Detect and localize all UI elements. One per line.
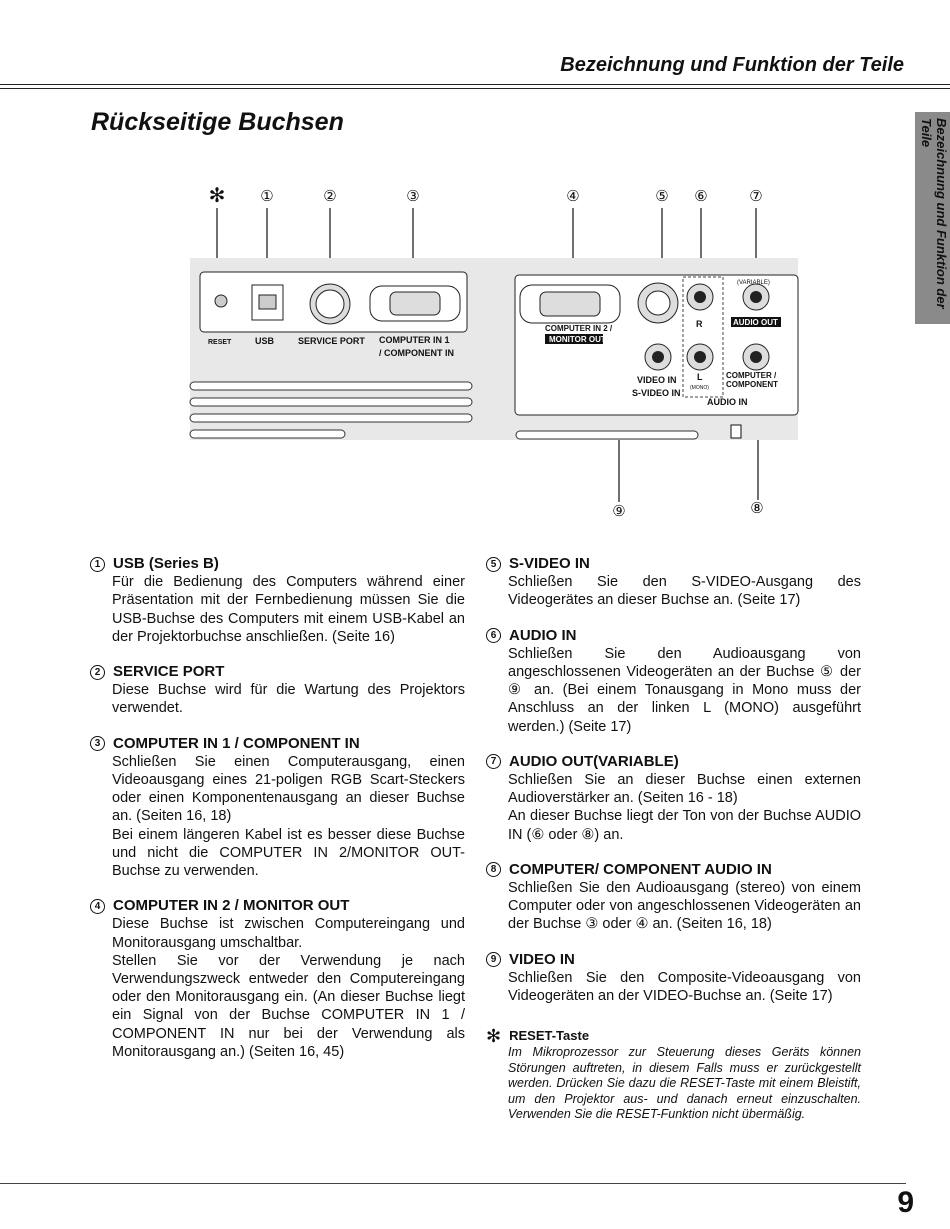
reset-title: RESET-Taste	[509, 1028, 590, 1044]
item-3	[90, 735, 465, 881]
item-number: 1	[90, 557, 105, 572]
label-variable: (VARIABLE)	[737, 280, 770, 286]
items-right-column	[486, 555, 861, 1123]
label-monitor-out: MONITOR OUT	[549, 335, 606, 344]
item-body: Schließen Sie an dieser Buchse einen externen Audioverstärker an. (Seiten 16 - 18)	[508, 772, 861, 807]
callout-5: ⑤	[655, 188, 669, 205]
item-5	[486, 555, 861, 610]
page-number: 9	[897, 1186, 914, 1219]
item-title: COMPUTER IN 2 / MONITOR OUT	[113, 897, 350, 915]
item-number: 6	[486, 628, 501, 643]
callout-8: ⑧	[750, 500, 764, 517]
item-body: Für die Bedienung des Computers während einer Präsentation mit der Fernbedienung müssen Sie die USB-Buchse des Computers mit einem USB-Kabel an der Projektorbuchse anschließen. (Seite 16)	[112, 574, 465, 645]
label-usb: USB	[255, 336, 275, 346]
label-reset: RESET	[208, 339, 232, 346]
item-9	[486, 951, 861, 1006]
item-body: Schließen Sie den Composite-Videoausgang von Videogeräten an der VIDEO-Buchse an. (Seite 17)	[508, 969, 861, 1005]
item-number: 2	[90, 665, 105, 680]
callout-3: ③	[406, 188, 420, 205]
item-7	[486, 753, 861, 844]
item-body: Diese Buchse wird für die Wartung des Projektors verwendet.	[112, 682, 465, 717]
label-component-in: / COMPONENT IN	[379, 348, 455, 358]
label-r: R	[696, 319, 703, 329]
side-tab-label: Bezeichnung und Funktion der Teile	[919, 118, 949, 309]
item-title: S-VIDEO IN	[509, 555, 590, 572]
item-2	[90, 663, 465, 718]
label-l: L	[697, 372, 703, 382]
item-body: Schließen Sie den Audioausgang von angeschlossenen Videogeräten an der Buchse ⑤ der ⑨ an. (Bei einem Tonausgang in Mono muss der Anschluss an der linken L (MONO) ausgeführt werden.) (Seite 17)	[508, 645, 861, 735]
callout-1: ①	[260, 188, 274, 205]
label-computer-in-2: COMPUTER IN 2 /	[545, 324, 613, 333]
callout-9: ⑨	[612, 503, 626, 520]
label-audio-out: AUDIO OUT	[733, 318, 778, 327]
callout-2: ②	[323, 188, 337, 205]
header-title: Bezeichnung und Funktion der Teile	[560, 54, 904, 76]
label-component-audio: COMPONENT	[726, 380, 778, 389]
item-title: SERVICE PORT	[113, 663, 225, 681]
item-number: 4	[90, 899, 105, 914]
label-mono: (MONO)	[690, 385, 709, 391]
item-body: Diese Buchse ist zwischen Computereingang und Monitorausgang umschaltbar.	[112, 916, 465, 951]
reset-body: Im Mikroprozessor zur Steuerung dieses Geräts können Störungen auftreten, in diesem Falls muss er zurückgestellt werden. Drücken Sie dazu die RESET-Taste mit einem Bleistift, um den Projektor aus- und danach erneut einzuschalten. Verwenden Sie die RESET-Funktion nicht übermäßig.	[508, 1045, 861, 1122]
callout-4: ④	[566, 188, 580, 205]
header-rule-secondary	[0, 88, 950, 89]
item-number: 8	[486, 862, 501, 877]
item-number: 9	[486, 952, 501, 967]
item-body: Schließen Sie einen Computerausgang, einen Videoausgang eines 21-poligen RGB Scart-Steckers oder einen Komponentenausgang an dieser Buchse an. (Seiten 16, 18)	[112, 753, 465, 825]
item-number: 3	[90, 736, 105, 751]
item-title: VIDEO IN	[509, 950, 575, 968]
reset-note	[486, 1027, 861, 1123]
item-body-2: Stellen Sie vor der Verwendung je nach Verwendungszweck entweder den Computereingang oder den Monitorausgang ein. (An dieser Buchse liegt ein Signal von der Buchse COMPUTER IN 1 / COMPONENT IN nur bei der Verwendung als Monitorausgang an.) (Seiten 16, 45)	[112, 952, 465, 1060]
callout-reset: ✻	[208, 185, 226, 207]
item-1	[90, 555, 465, 646]
item-title: USB (Series B)	[113, 555, 219, 572]
label-computer-audio: COMPUTER /	[726, 371, 777, 380]
label-computer-in-1: COMPUTER IN 1	[379, 335, 450, 345]
reset-symbol: ✻	[486, 1026, 502, 1047]
items-left-column	[90, 555, 465, 1078]
label-audio-in: AUDIO IN	[707, 397, 748, 407]
item-body-2: Bei einem längeren Kabel ist es besser diese Buchse und nicht die COMPUTER IN 2/MONITOR OUT-Buchse zu verwenden.	[112, 826, 465, 880]
side-tab	[915, 112, 950, 324]
item-number: 7	[486, 754, 501, 769]
label-video-in: VIDEO IN	[637, 375, 677, 385]
label-service-port: SERVICE PORT	[298, 336, 365, 346]
label-s-video-in: S-VIDEO IN	[632, 388, 681, 398]
page-heading: Rückseitige Buchsen	[91, 108, 344, 136]
item-title: COMPUTER/ COMPONENT AUDIO IN	[509, 860, 772, 878]
item-body-2: An dieser Buchse liegt der Ton von der Buchse AUDIO IN (⑥ oder ⑧) an.	[508, 808, 861, 843]
item-body: Schließen Sie den S-VIDEO-Ausgang des Videogerätes an dieser Buchse an. (Seite 17)	[508, 574, 861, 609]
item-body: Schließen Sie den Audioausgang (stereo) von einem Computer oder von angeschlossenen Videogeräten an der Buchse ③ oder ④ an. (Seiten 16, 18)	[508, 880, 861, 933]
item-number: 5	[486, 557, 501, 572]
item-6	[486, 627, 861, 736]
callout-7: ⑦	[749, 188, 763, 205]
item-title: AUDIO OUT(VARIABLE)	[509, 752, 679, 770]
footer-rule	[0, 1183, 906, 1184]
item-4	[90, 897, 465, 1061]
callout-6: ⑥	[694, 188, 708, 205]
rear-panel-diagram	[180, 180, 805, 525]
item-title: COMPUTER IN 1 / COMPONENT IN	[113, 734, 360, 752]
item-title: AUDIO IN	[509, 626, 577, 644]
header-rule	[0, 84, 950, 85]
item-8	[486, 861, 861, 934]
